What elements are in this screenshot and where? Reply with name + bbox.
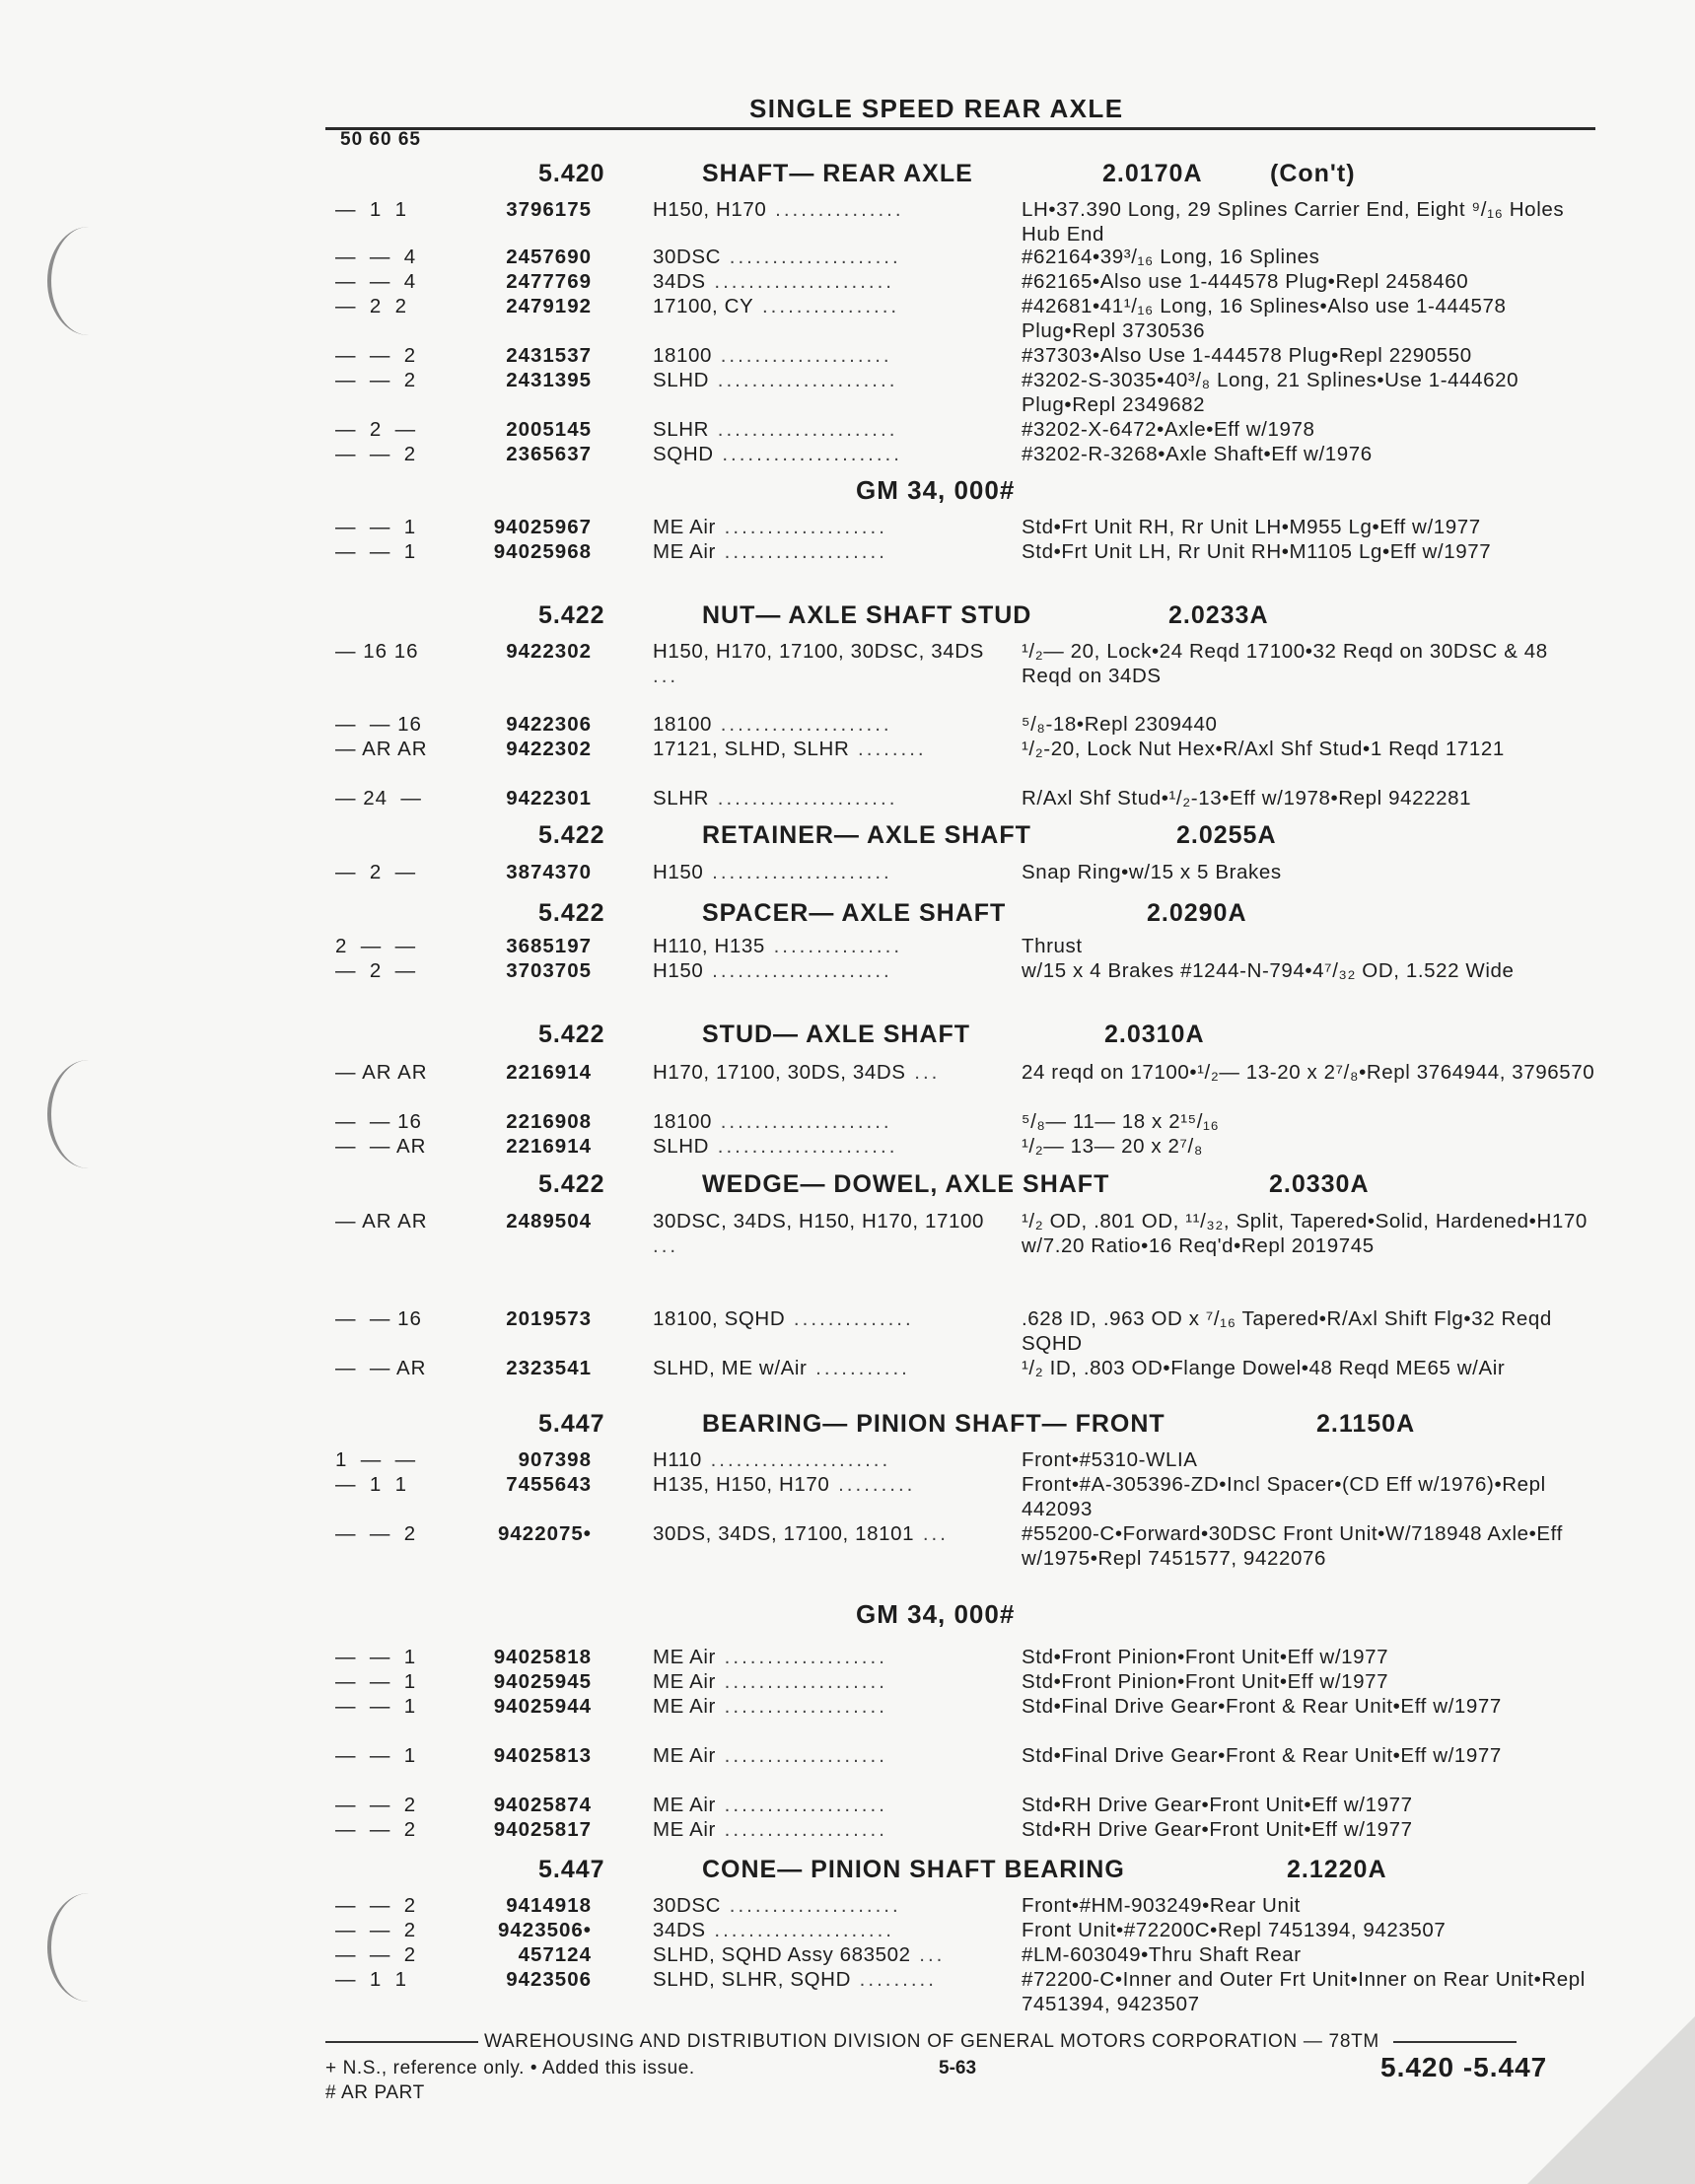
- section-number: 5.447: [538, 1410, 605, 1438]
- quantity-columns: — 2 —: [335, 959, 417, 982]
- part-number: 2323541: [506, 1357, 592, 1379]
- leader-dots: .....................: [713, 443, 902, 465]
- part-description: #3202-R-3268•Axle Shaft•Eff w/1976: [1022, 443, 1373, 465]
- quantity-columns: — — 1: [335, 516, 417, 538]
- quantity-columns: — — AR: [335, 1357, 427, 1379]
- part-description: #LM-603049•Thru Shaft Rear: [1022, 1943, 1302, 1966]
- part-number: 94025818: [493, 1646, 592, 1668]
- leader-dots: ...: [905, 1061, 941, 1084]
- model-text: SLHR: [653, 787, 710, 810]
- model-applicability: [653, 442, 1008, 466]
- part-description: Thrust: [1022, 935, 1083, 957]
- section-name: RETAINER— AXLE SHAFT: [702, 821, 1031, 849]
- model-applicability: [653, 639, 1008, 688]
- part-number: 2477769: [506, 270, 592, 293]
- part-number: 9423506•: [498, 1919, 592, 1941]
- model-text: H110, H135: [653, 935, 765, 957]
- model-text: ME Air: [653, 1695, 716, 1718]
- quantity-columns: — — 2: [335, 344, 417, 367]
- part-description: Std•Final Drive Gear•Front & Rear Unit•Eff w/1977: [1022, 1695, 1502, 1718]
- part-number: 2489504: [506, 1210, 592, 1233]
- footer-rule-right: [1393, 2041, 1517, 2043]
- model-applicability: [653, 1356, 1008, 1380]
- section-code: 2.0255A: [1176, 821, 1277, 849]
- model-applicability: [653, 417, 1008, 442]
- footer-publisher-line: [325, 2031, 1595, 2053]
- model-text: SLHD, SLHR, SQHD: [653, 1968, 851, 1991]
- leader-dots: ...............: [764, 935, 903, 957]
- leader-dots: .....................: [705, 270, 894, 293]
- model-text: SQHD: [653, 443, 714, 465]
- part-number: 9422302: [506, 738, 592, 760]
- section-number: 5.420: [538, 160, 605, 187]
- model-applicability: [653, 1793, 1008, 1817]
- part-description: #37303•Also Use 1-444578 Plug•Repl 2290550: [1022, 344, 1472, 367]
- model-applicability: [653, 958, 1008, 983]
- part-number: 2005145: [506, 418, 592, 441]
- legend-notes: + N.S., reference only. • Added this issue.: [325, 2058, 695, 2078]
- model-text: SLHD, SQHD Assy 683502: [653, 1943, 911, 1966]
- leader-dots: ...................: [715, 1794, 887, 1816]
- model-applicability: [653, 1521, 1008, 1546]
- part-description: ¹/₂ ID, .803 OD•Flange Dowel•48 Reqd ME65 w/Air: [1022, 1357, 1506, 1379]
- model-text: 30DSC: [653, 1894, 722, 1917]
- part-number: 94025945: [493, 1670, 592, 1693]
- quantity-columns: — 2 —: [335, 861, 417, 883]
- model-text: ME Air: [653, 1670, 716, 1693]
- model-applicability: [653, 1893, 1008, 1918]
- part-description: LH•37.390 Long, 29 Splines Carrier End, Eight ⁹/₁₆ Holes Hub End: [1022, 198, 1565, 246]
- model-applicability: [653, 539, 1008, 564]
- model-text: 18100: [653, 1110, 713, 1133]
- model-applicability: [653, 343, 1008, 368]
- part-description: Std•Front Pinion•Front Unit•Eff w/1977: [1022, 1646, 1389, 1668]
- part-description: Std•RH Drive Gear•Front Unit•Eff w/1977: [1022, 1794, 1413, 1816]
- quantity-columns: — AR AR: [335, 738, 428, 760]
- leader-dots: ....................: [712, 1110, 892, 1133]
- leader-dots: ...........: [807, 1357, 910, 1379]
- section-code: 2.0233A: [1168, 601, 1269, 629]
- model-applicability: [653, 1918, 1008, 1942]
- quantity-columns: — — AR: [335, 1135, 427, 1158]
- leader-dots: .....................: [709, 787, 898, 810]
- quantity-columns: — — 2: [335, 1943, 417, 1966]
- model-applicability: [653, 1967, 1008, 1992]
- part-description: Std•RH Drive Gear•Front Unit•Eff w/1977: [1022, 1818, 1413, 1841]
- part-number: 9422302: [506, 640, 592, 663]
- legend-ar-part: # AR PART: [325, 2082, 425, 2103]
- quantity-columns: — — 16: [335, 1110, 422, 1133]
- model-text: 18100: [653, 344, 713, 367]
- leader-dots: ...: [653, 665, 679, 687]
- part-number: 3703705: [506, 959, 592, 982]
- leader-dots: .....................: [701, 1448, 891, 1471]
- leader-dots: ...................: [715, 540, 887, 563]
- part-number: 2019573: [506, 1307, 592, 1330]
- part-number: 9422306: [506, 713, 592, 736]
- model-applicability: [653, 1447, 1008, 1472]
- model-text: H150, H170: [653, 198, 767, 221]
- leader-dots: ....................: [712, 713, 892, 736]
- leader-dots: ....................: [721, 1894, 901, 1917]
- part-description: #3202-S-3035•40³/₈ Long, 21 Splines•Use 1-444620 Plug•Repl 2349682: [1022, 369, 1519, 416]
- part-number: 94025813: [493, 1744, 592, 1767]
- column-years-header: 50 60 65: [340, 129, 421, 150]
- section-number: 5.422: [538, 899, 605, 927]
- quantity-columns: — — 2: [335, 1894, 417, 1917]
- model-applicability: [653, 786, 1008, 810]
- quantity-columns: — — 2: [335, 1818, 417, 1841]
- part-number: 94025944: [493, 1695, 592, 1718]
- model-applicability: [653, 1134, 1008, 1159]
- subheading-capacity: GM 34, 000#: [856, 475, 1016, 505]
- part-number: 907398: [518, 1448, 592, 1471]
- leader-dots: ...................: [715, 516, 887, 538]
- model-applicability: [653, 1209, 1008, 1258]
- section-code: 2.0310A: [1104, 1021, 1205, 1048]
- binder-hole-middle: [47, 1060, 130, 1168]
- part-number: 2431537: [506, 344, 592, 367]
- model-text: ME Air: [653, 516, 716, 538]
- quantity-columns: — — 2: [335, 443, 417, 465]
- quantity-columns: — 1 1: [335, 1968, 408, 1991]
- part-description: #62165•Also use 1-444578 Plug•Repl 2458460: [1022, 270, 1469, 293]
- part-number: 2457690: [506, 246, 592, 268]
- part-number: 9422075•: [498, 1522, 592, 1545]
- quantity-columns: — — 1: [335, 1670, 417, 1693]
- model-text: 18100, SQHD: [653, 1307, 786, 1330]
- leader-dots: ...: [910, 1943, 946, 1966]
- part-description: ¹/₂— 20, Lock•24 Reqd 17100•32 Reqd on 30DSC & 48 Reqd on 34DS: [1022, 640, 1548, 687]
- model-applicability: [653, 197, 1008, 222]
- model-text: SLHD: [653, 369, 710, 391]
- model-text: H150: [653, 861, 704, 883]
- part-description: Std•Frt Unit RH, Rr Unit LH•M955 Lg•Eff w/1977: [1022, 516, 1481, 538]
- model-text: SLHD: [653, 1135, 710, 1158]
- section-number: 5.447: [538, 1856, 605, 1883]
- section-name: SHAFT— REAR AXLE: [702, 160, 973, 187]
- section-number: 5.422: [538, 821, 605, 849]
- section-name: WEDGE— DOWEL, AXLE SHAFT: [702, 1170, 1110, 1198]
- model-text: ME Air: [653, 1818, 716, 1841]
- leader-dots: ................: [753, 295, 900, 317]
- section-code: 2.1220A: [1287, 1856, 1387, 1883]
- part-description: #42681•41¹/₁₆ Long, 16 Splines•Also use 1-444578 Plug•Repl 3730536: [1022, 295, 1507, 342]
- section-name: NUT— AXLE SHAFT STUD: [702, 601, 1032, 629]
- model-text: H150, H170, 17100, 30DSC, 34DS: [653, 640, 984, 663]
- leader-dots: ..............: [785, 1307, 914, 1330]
- model-text: ME Air: [653, 540, 716, 563]
- leader-dots: .........: [829, 1473, 916, 1496]
- part-description: ¹/₂-20, Lock Nut Hex•R/Axl Shf Stud•1 Reqd 17121: [1022, 738, 1505, 760]
- quantity-columns: — 1 1: [335, 198, 408, 221]
- quantity-columns: — 2 2: [335, 295, 408, 317]
- quantity-columns: — 1 1: [335, 1473, 408, 1496]
- model-applicability: [653, 294, 1008, 318]
- model-text: SLHR: [653, 418, 710, 441]
- model-text: 30DSC, 34DS, H150, H170, 17100: [653, 1210, 984, 1233]
- part-description: Std•Frt Unit LH, Rr Unit RH•M1105 Lg•Eff w/1977: [1022, 540, 1492, 563]
- part-number: 2216914: [506, 1061, 592, 1084]
- leader-dots: ........: [849, 738, 927, 760]
- model-applicability: [653, 269, 1008, 294]
- model-applicability: [653, 712, 1008, 737]
- quantity-columns: 2 — —: [335, 935, 417, 957]
- quantity-columns: — — 16: [335, 713, 422, 736]
- model-applicability: [653, 1306, 1008, 1331]
- part-description: #62164•39³/₁₆ Long, 16 Splines: [1022, 246, 1320, 268]
- model-applicability: [653, 1817, 1008, 1842]
- part-number: 94025874: [493, 1794, 592, 1816]
- section-name: STUD— AXLE SHAFT: [702, 1021, 971, 1048]
- part-number: 457124: [518, 1943, 592, 1966]
- leader-dots: .........: [850, 1968, 937, 1991]
- part-number: 2216908: [506, 1110, 592, 1133]
- quantity-columns: — — 1: [335, 1744, 417, 1767]
- quantity-columns: — — 4: [335, 246, 417, 268]
- leader-dots: ...................: [715, 1646, 887, 1668]
- part-number: 9414918: [506, 1894, 592, 1917]
- quantity-columns: — AR AR: [335, 1061, 428, 1084]
- section-code: 2.0170A: [1102, 160, 1203, 187]
- part-description: R/Axl Shf Stud•¹/₂-13•Eff w/1978•Repl 9422281: [1022, 787, 1472, 810]
- section-number: 5.422: [538, 601, 605, 629]
- part-description: #3202-X-6472•Axle•Eff w/1978: [1022, 418, 1315, 441]
- quantity-columns: — — 1: [335, 1695, 417, 1718]
- part-description: #55200-C•Forward•30DSC Front Unit•W/718948 Axle•Eff w/1975•Repl 7451577, 9422076: [1022, 1522, 1563, 1570]
- section-code: 2.1150A: [1316, 1410, 1416, 1438]
- model-applicability: [653, 737, 1008, 761]
- leader-dots: .....................: [709, 418, 898, 441]
- part-description: w/15 x 4 Brakes #1244-N-794•4⁷/₃₂ OD, 1.522 Wide: [1022, 959, 1515, 982]
- model-applicability: [653, 1694, 1008, 1719]
- part-number: 3685197: [506, 935, 592, 957]
- quantity-columns: — — 4: [335, 270, 417, 293]
- page-number: 5-63: [939, 2058, 977, 2078]
- part-description: #72200-C•Inner and Outer Frt Unit•Inner on Rear Unit•Repl 7451394, 9423507: [1022, 1968, 1586, 2015]
- leader-dots: ...............: [766, 198, 904, 221]
- binder-hole-bottom: [47, 1893, 130, 2002]
- subheading-capacity: GM 34, 000#: [856, 1599, 1016, 1629]
- part-description: Front•#A-305396-ZD•Incl Spacer•(CD Eff w/1976)•Repl 442093: [1022, 1473, 1546, 1520]
- section-code: 2.0290A: [1147, 899, 1247, 927]
- model-applicability: [653, 1060, 1008, 1085]
- model-text: 30DS, 34DS, 17100, 18101: [653, 1522, 915, 1545]
- quantity-columns: — — 2: [335, 1919, 417, 1941]
- model-applicability: [653, 1472, 1008, 1497]
- quantity-columns: — — 1: [335, 1646, 417, 1668]
- part-description: ¹/₂ OD, .801 OD, ¹¹/₃₂, Split, Tapered•Solid, Hardened•H170 w/7.20 Ratio•16 Req'd•Repl 2019745: [1022, 1210, 1588, 1257]
- model-text: ME Air: [653, 1794, 716, 1816]
- model-text: H150: [653, 959, 704, 982]
- model-applicability: [653, 934, 1008, 958]
- model-text: H170, 17100, 30DS, 34DS: [653, 1061, 906, 1084]
- model-applicability: [653, 1942, 1008, 1967]
- part-description: Front•#HM-903249•Rear Unit: [1022, 1894, 1301, 1917]
- section-name: SPACER— AXLE SHAFT: [702, 899, 1007, 927]
- page-title: SINGLE SPEED REAR AXLE: [749, 94, 1124, 123]
- model-text: 34DS: [653, 270, 706, 293]
- leader-dots: ....................: [721, 246, 901, 268]
- model-text: H110: [653, 1448, 702, 1471]
- leader-dots: ...: [653, 1234, 679, 1257]
- model-applicability: [653, 860, 1008, 884]
- quantity-columns: 1 — —: [335, 1448, 417, 1471]
- publisher-text: WAREHOUSING AND DISTRIBUTION DIVISION OF GENERAL MOTORS CORPORATION — 78TM: [483, 2031, 1379, 2052]
- model-applicability: [653, 245, 1008, 269]
- section-code: 2.0330A: [1269, 1170, 1370, 1198]
- part-description: Std•Front Pinion•Front Unit•Eff w/1977: [1022, 1670, 1389, 1693]
- leader-dots: ....................: [712, 344, 892, 367]
- part-number: 2431395: [506, 369, 592, 391]
- quantity-columns: — — 1: [335, 540, 417, 563]
- leader-dots: .....................: [703, 861, 892, 883]
- footer-rule-left: [325, 2041, 478, 2043]
- leader-dots: .....................: [709, 369, 898, 391]
- leader-dots: .....................: [705, 1919, 894, 1941]
- leader-dots: ...................: [715, 1744, 887, 1767]
- model-text: 30DSC: [653, 246, 722, 268]
- quantity-columns: — — 2: [335, 369, 417, 391]
- section-note: (Con't): [1270, 160, 1356, 187]
- part-number: 94025968: [493, 540, 592, 563]
- section-name: BEARING— PINION SHAFT— FRONT: [702, 1410, 1165, 1438]
- quantity-columns: — AR AR: [335, 1210, 428, 1233]
- model-text: 18100: [653, 713, 713, 736]
- part-description: .628 ID, .963 OD x ⁷/₁₆ Tapered•R/Axl Shift Flg•32 Reqd SQHD: [1022, 1307, 1552, 1355]
- part-number: 2365637: [506, 443, 592, 465]
- quantity-columns: — 24 —: [335, 787, 422, 810]
- part-number: 3874370: [506, 861, 592, 883]
- model-text: 17121, SLHD, SLHR: [653, 738, 850, 760]
- leader-dots: ...................: [715, 1695, 887, 1718]
- model-applicability: [653, 1109, 1008, 1134]
- section-number: 5.422: [538, 1170, 605, 1198]
- part-description: ⁵/₈— 11— 18 x 2¹⁵/₁₆: [1022, 1110, 1220, 1133]
- section-number: 5.422: [538, 1021, 605, 1048]
- header-rule: [325, 127, 1595, 130]
- part-number: 94025817: [493, 1818, 592, 1841]
- part-description: ⁵/₈-18•Repl 2309440: [1022, 713, 1218, 736]
- section-range: 5.420 -5.447: [1380, 2052, 1548, 2082]
- part-number: 9422301: [506, 787, 592, 810]
- leader-dots: .....................: [709, 1135, 898, 1158]
- part-number: 2479192: [506, 295, 592, 317]
- part-description: Front Unit•#72200C•Repl 7451394, 9423507: [1022, 1919, 1447, 1941]
- part-description: ¹/₂— 13— 20 x 2⁷/₈: [1022, 1135, 1203, 1158]
- model-text: 17100, CY: [653, 295, 754, 317]
- part-number: 9423506: [506, 1968, 592, 1991]
- model-text: 34DS: [653, 1919, 706, 1941]
- model-applicability: [653, 515, 1008, 539]
- quantity-columns: — 2 —: [335, 418, 417, 441]
- quantity-columns: — — 16: [335, 1307, 422, 1330]
- leader-dots: ...: [914, 1522, 949, 1545]
- quantity-columns: — 16 16: [335, 640, 419, 663]
- part-number: 7455643: [506, 1473, 592, 1496]
- model-text: H135, H150, H170: [653, 1473, 830, 1496]
- part-number: 3796175: [506, 198, 592, 221]
- model-applicability: [653, 1743, 1008, 1768]
- section-name: CONE— PINION SHAFT BEARING: [702, 1856, 1125, 1883]
- part-number: 94025967: [493, 516, 592, 538]
- part-number: 2216914: [506, 1135, 592, 1158]
- model-text: ME Air: [653, 1646, 716, 1668]
- binder-hole-top: [47, 227, 130, 335]
- part-description: Snap Ring•w/15 x 5 Brakes: [1022, 861, 1282, 883]
- leader-dots: ...................: [715, 1818, 887, 1841]
- model-text: ME Air: [653, 1744, 716, 1767]
- part-description: Std•Final Drive Gear•Front & Rear Unit•Eff w/1977: [1022, 1744, 1502, 1767]
- part-description: 24 reqd on 17100•¹/₂— 13-20 x 2⁷/₈•Repl 3764944, 3796570: [1022, 1061, 1595, 1084]
- quantity-columns: — — 2: [335, 1794, 417, 1816]
- leader-dots: ...................: [715, 1670, 887, 1693]
- model-applicability: [653, 1669, 1008, 1694]
- model-applicability: [653, 1645, 1008, 1669]
- leader-dots: .....................: [703, 959, 892, 982]
- quantity-columns: — — 2: [335, 1522, 417, 1545]
- model-text: SLHD, ME w/Air: [653, 1357, 808, 1379]
- part-description: Front•#5310-WLIA: [1022, 1448, 1198, 1471]
- model-applicability: [653, 368, 1008, 392]
